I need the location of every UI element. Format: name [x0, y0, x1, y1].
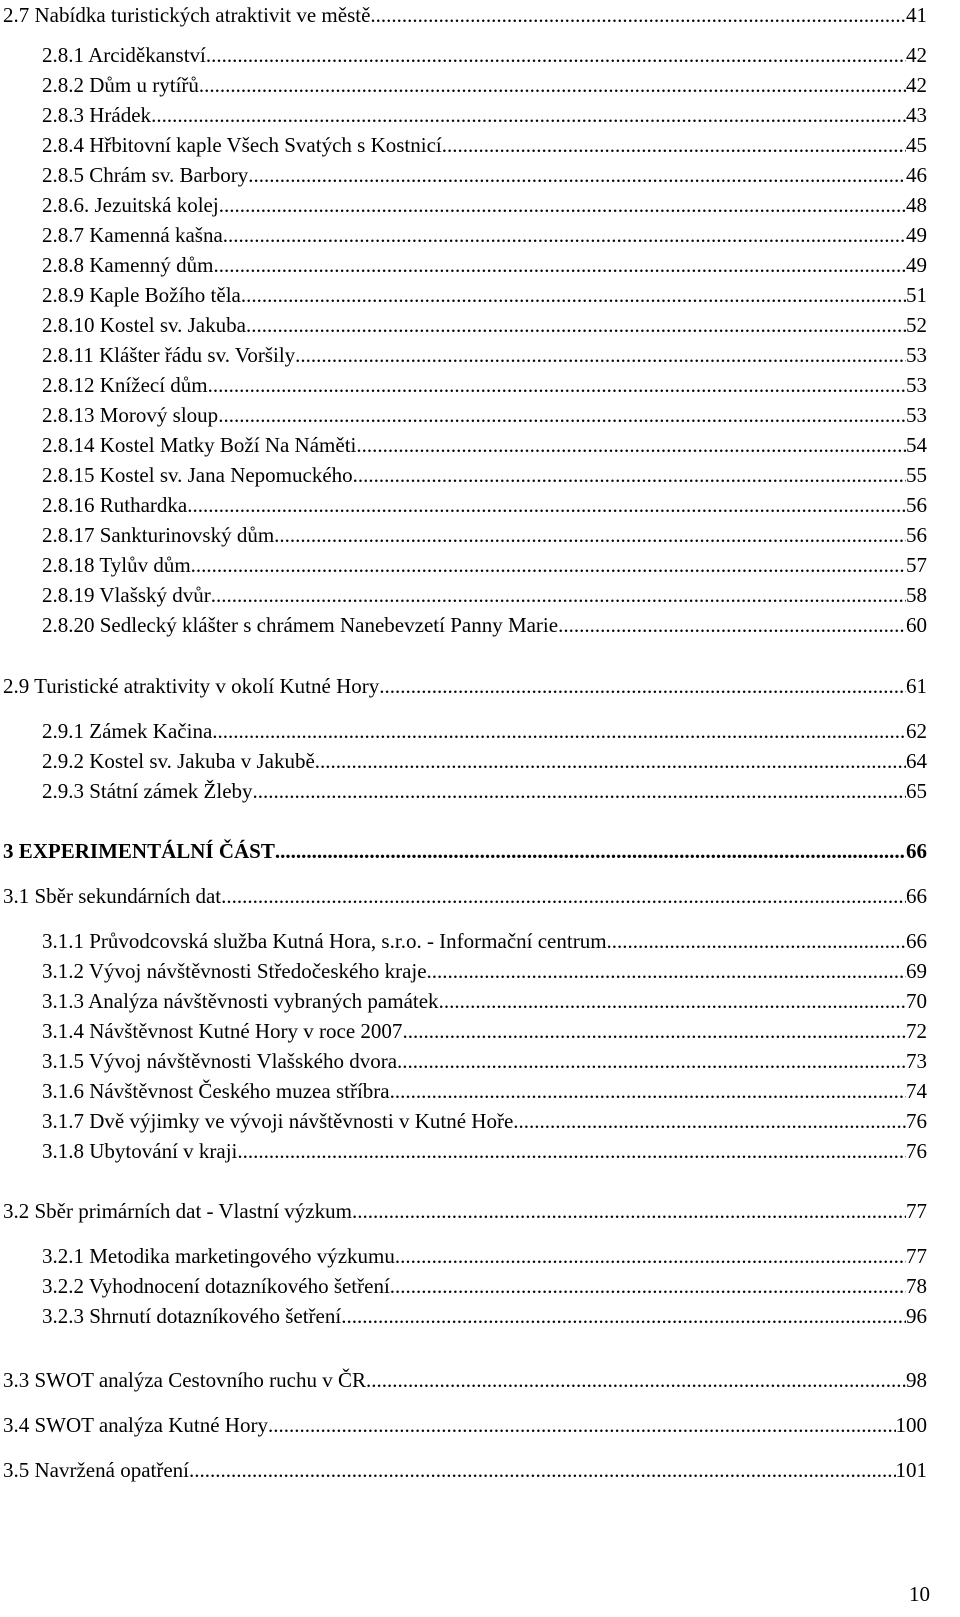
toc-entry [3, 1412, 927, 1438]
toc-leader-dots [191, 552, 906, 578]
toc-entry-label: 2.8.10 Kostel sv. Jakuba [42, 313, 246, 337]
toc-entry-label: 2.8.5 Chrám sv. Barbory [42, 163, 249, 187]
toc-entry-page: 56 [906, 523, 927, 547]
toc-leader-dots [395, 1243, 906, 1269]
toc-entry [42, 522, 927, 548]
toc-leader-dots [427, 958, 906, 984]
toc-entry-page: 61 [906, 674, 927, 698]
toc-entry [42, 42, 927, 68]
toc-entry-page: 96 [906, 1304, 927, 1328]
toc-entry [3, 1367, 927, 1393]
toc-entry [42, 748, 927, 774]
toc-entry [42, 162, 927, 188]
toc-entry-page: 98 [906, 1368, 927, 1392]
toc-leader-dots [607, 928, 906, 954]
toc-entry-label: 3.2 Sběr primárních dat - Vlastní výzkum [3, 1199, 352, 1223]
toc-entry [42, 1303, 927, 1329]
toc-entry-page: 101 [895, 1458, 927, 1482]
toc-leader-dots [315, 748, 906, 774]
toc-leader-dots [237, 1138, 906, 1164]
toc-entry-page: 49 [906, 253, 927, 277]
toc-leader-dots [246, 312, 906, 338]
toc-entry-label: 3.5 Navržená opatření [3, 1458, 189, 1482]
toc-entry-page: 41 [906, 3, 927, 27]
toc-leader-dots [253, 778, 906, 804]
toc-entry [42, 492, 927, 518]
toc-leader-dots [558, 612, 906, 638]
toc-leader-dots [213, 252, 906, 278]
toc-entry [42, 552, 927, 578]
toc-leader-dots [223, 222, 906, 248]
toc-entry-page: 57 [906, 553, 927, 577]
page-number: 10 [909, 1582, 930, 1606]
toc-entry-page: 51 [906, 283, 927, 307]
toc-entry [42, 342, 927, 368]
toc-entry [42, 778, 927, 804]
toc-entry-page: 53 [906, 343, 927, 367]
toc-entry-label: 3.1.4 Návštěvnost Kutné Hory v roce 2007 [42, 1019, 403, 1043]
toc-entry-page: 53 [906, 403, 927, 427]
toc-entry-label: 3.4 SWOT analýza Kutné Hory [3, 1413, 268, 1437]
toc-entry-label: 2.9 Turistické atraktivity v okolí Kutné Hory [3, 674, 380, 698]
toc-entry-page: 64 [906, 749, 927, 773]
toc-entry-label: 3.1.7 Dvě výjimky ve vývoji návštěvnosti v Kutné Hoře [42, 1109, 514, 1133]
toc-leader-dots [295, 342, 906, 368]
toc-entry-page: 49 [906, 223, 927, 247]
toc-entry-page: 70 [906, 989, 927, 1013]
toc-leader-dots [208, 372, 906, 398]
toc-entry [42, 192, 927, 218]
toc-leader-dots [352, 1198, 906, 1224]
toc-entry-page: 62 [906, 719, 927, 743]
toc-leader-dots [248, 162, 906, 188]
toc-entry-label: 3.2.2 Vyhodnocení dotazníkového šetření [42, 1274, 390, 1298]
toc-entry-label: 2.8.13 Morový sloup [42, 403, 219, 427]
toc-entry-label: 3.1.8 Ubytování v kraji [42, 1139, 238, 1163]
toc-entry [42, 718, 927, 744]
toc-entry-label: 3.1.5 Vývoj návštěvnosti Vlašského dvora [42, 1049, 398, 1073]
toc-entry-label: 2.8.19 Vlašský dvůr [42, 583, 211, 607]
toc-entry-page: 53 [906, 373, 927, 397]
toc-entry-label: 2.8.6. Jezuitská kolej [42, 193, 219, 217]
toc-entry-label: 3.1 Sběr sekundárních dat [3, 884, 222, 908]
toc-entry-page: 76 [906, 1139, 927, 1163]
toc-entry-page: 77 [906, 1244, 927, 1268]
toc-entry [42, 1018, 927, 1044]
toc-leader-dots [379, 673, 906, 699]
toc-entry-page: 76 [906, 1109, 927, 1133]
toc-leader-dots [219, 192, 906, 218]
toc-entry-page: 66 [906, 884, 927, 908]
toc-entry-page: 54 [906, 433, 927, 457]
toc-entry [42, 222, 927, 248]
toc-entry-page: 48 [906, 193, 927, 217]
toc-entry-label: 3.3 SWOT analýza Cestovního ruchu v ČR [3, 1368, 366, 1392]
toc-entry-page: 65 [906, 779, 927, 803]
toc-entry-page: 77 [906, 1199, 927, 1223]
toc-entry-label: 3.1.3 Analýza návštěvnosti vybraných památek [42, 989, 439, 1013]
toc-entry-label: 2.8.8 Kamenný dům [42, 253, 214, 277]
toc-entry [42, 1108, 927, 1134]
toc-leader-dots [353, 462, 906, 488]
toc-leader-dots [151, 102, 906, 128]
toc-entry-label: 2.8.11 Klášter řádu sv. Voršily [42, 343, 296, 367]
toc-leader-dots [341, 1303, 906, 1329]
toc-entry [42, 72, 927, 98]
toc-entry-label: 2.8.15 Kostel sv. Jana Nepomuckého [42, 463, 353, 487]
toc-entry-label: 3.1.6 Návštěvnost Českého muzea stříbra [42, 1079, 390, 1103]
toc-entry [42, 1078, 927, 1104]
toc-entry [42, 928, 927, 954]
toc-leader-dots [397, 1048, 906, 1074]
toc-entry-page: 73 [906, 1049, 927, 1073]
toc-entry-label: 2.8.9 Kaple Božího těla [42, 283, 241, 307]
toc-leader-dots [268, 1412, 896, 1438]
toc-entry-page: 45 [906, 133, 927, 157]
toc-entry-label: 2.8.12 Knížecí dům [42, 373, 208, 397]
toc-leader-dots [199, 72, 906, 98]
toc-entry-label: 2.8.7 Kamenná kašna [42, 223, 223, 247]
toc-entry [42, 402, 927, 428]
toc-entry [42, 1243, 927, 1269]
toc-entry-page: 43 [906, 103, 927, 127]
toc-entry-page: 55 [906, 463, 927, 487]
toc-entry [3, 2, 927, 28]
toc-entry [42, 988, 927, 1014]
toc-leader-dots [211, 582, 906, 608]
toc-entry-label: 3.1.1 Průvodcovská služba Kutná Hora, s.r.o. - Informační centrum [42, 929, 607, 953]
toc-entry-label: 3 EXPERIMENTÁLNÍ ČÁST [3, 839, 275, 863]
toc-leader-dots [218, 402, 906, 428]
toc-entry-label: 2.8.4 Hřbitovní kaple Všech Svatých s Kostnicí [42, 133, 442, 157]
toc-entry [42, 1273, 927, 1299]
toc-entry-label: 2.9.2 Kostel sv. Jakuba v Jakubě [42, 749, 315, 773]
toc-entry-label: 3.1.2 Vývoj návštěvnosti Středočeského kraje [42, 959, 427, 983]
toc-entry [3, 1457, 927, 1483]
toc-entry-label: 2.8.1 Arciděkanství [42, 43, 206, 67]
toc-entry-label: 2.8.20 Sedlecký klášter s chrámem Nanebevzetí Panny Marie [42, 613, 559, 637]
toc-entry-page: 42 [906, 73, 927, 97]
toc-entry-page: 78 [906, 1274, 927, 1298]
toc-leader-dots [390, 1078, 906, 1104]
toc-entry [42, 582, 927, 608]
toc-entry [3, 673, 927, 699]
toc-entry-label: 2.9.1 Zámek Kačina [42, 719, 213, 743]
toc-entry [3, 1198, 927, 1224]
toc-entry-page: 60 [906, 613, 927, 637]
toc-entry-page: 42 [906, 43, 927, 67]
toc-entry-label: 2.8.16 Ruthardka [42, 493, 188, 517]
toc-entry-label: 2.8.17 Sankturinovský dům [42, 523, 275, 547]
toc-entry [3, 838, 927, 864]
toc-entry-label: 2.8.2 Dům u rytířů [42, 73, 199, 97]
toc-leader-dots [274, 522, 906, 548]
toc-leader-dots [439, 988, 906, 1014]
toc-entry [42, 958, 927, 984]
toc-entry-label: 2.8.18 Tylův dům [42, 553, 191, 577]
toc-entry [42, 1138, 927, 1164]
toc-entry-label: 2.8.3 Hrádek [42, 103, 152, 127]
toc-leader-dots [442, 132, 906, 158]
toc-leader-dots [356, 432, 906, 458]
toc-entry-page: 46 [906, 163, 927, 187]
toc-entry-page: 58 [906, 583, 927, 607]
toc-entry-label: 2.9.3 Státní zámek Žleby [42, 779, 253, 803]
toc-leader-dots [366, 1367, 906, 1393]
toc-leader-dots [187, 492, 906, 518]
toc-entry [42, 432, 927, 458]
toc-entry-label: 3.2.1 Metodika marketingového výzkumu [42, 1244, 395, 1268]
toc-leader-dots [241, 282, 906, 308]
toc-entry-page: 52 [906, 313, 927, 337]
toc-entry [3, 883, 927, 909]
toc-entry-page: 56 [906, 493, 927, 517]
toc-entry [42, 312, 927, 338]
toc-entry-label: 3.2.3 Shrnutí dotazníkového šetření [42, 1304, 342, 1328]
toc-leader-dots [206, 42, 906, 68]
toc-leader-dots [370, 2, 906, 28]
toc-entry [42, 252, 927, 278]
toc-entry [42, 372, 927, 398]
toc-entry [42, 462, 927, 488]
toc-leader-dots [390, 1273, 906, 1299]
toc-entry [42, 282, 927, 308]
toc-entry-label: 2.8.14 Kostel Matky Boží Na Náměti [42, 433, 357, 457]
toc-entry-page: 100 [895, 1413, 927, 1437]
toc-leader-dots [221, 883, 906, 909]
toc-entry-page: 66 [906, 929, 927, 953]
toc-entry-page: 74 [906, 1079, 927, 1103]
toc-entry [42, 612, 927, 638]
toc-entry [42, 102, 927, 128]
toc-leader-dots [212, 718, 906, 744]
toc-entry-label: 2.7 Nabídka turistických atraktivit ve městě [3, 3, 371, 27]
toc-entry-page: 69 [906, 959, 927, 983]
toc-entry-page: 72 [906, 1019, 927, 1043]
toc-entry-page: 66 [906, 839, 927, 863]
toc-leader-dots [402, 1018, 906, 1044]
toc-leader-dots [275, 838, 906, 864]
toc-leader-dots [189, 1457, 896, 1483]
toc-leader-dots [513, 1108, 906, 1134]
toc-entry [42, 132, 927, 158]
toc-entry [42, 1048, 927, 1074]
